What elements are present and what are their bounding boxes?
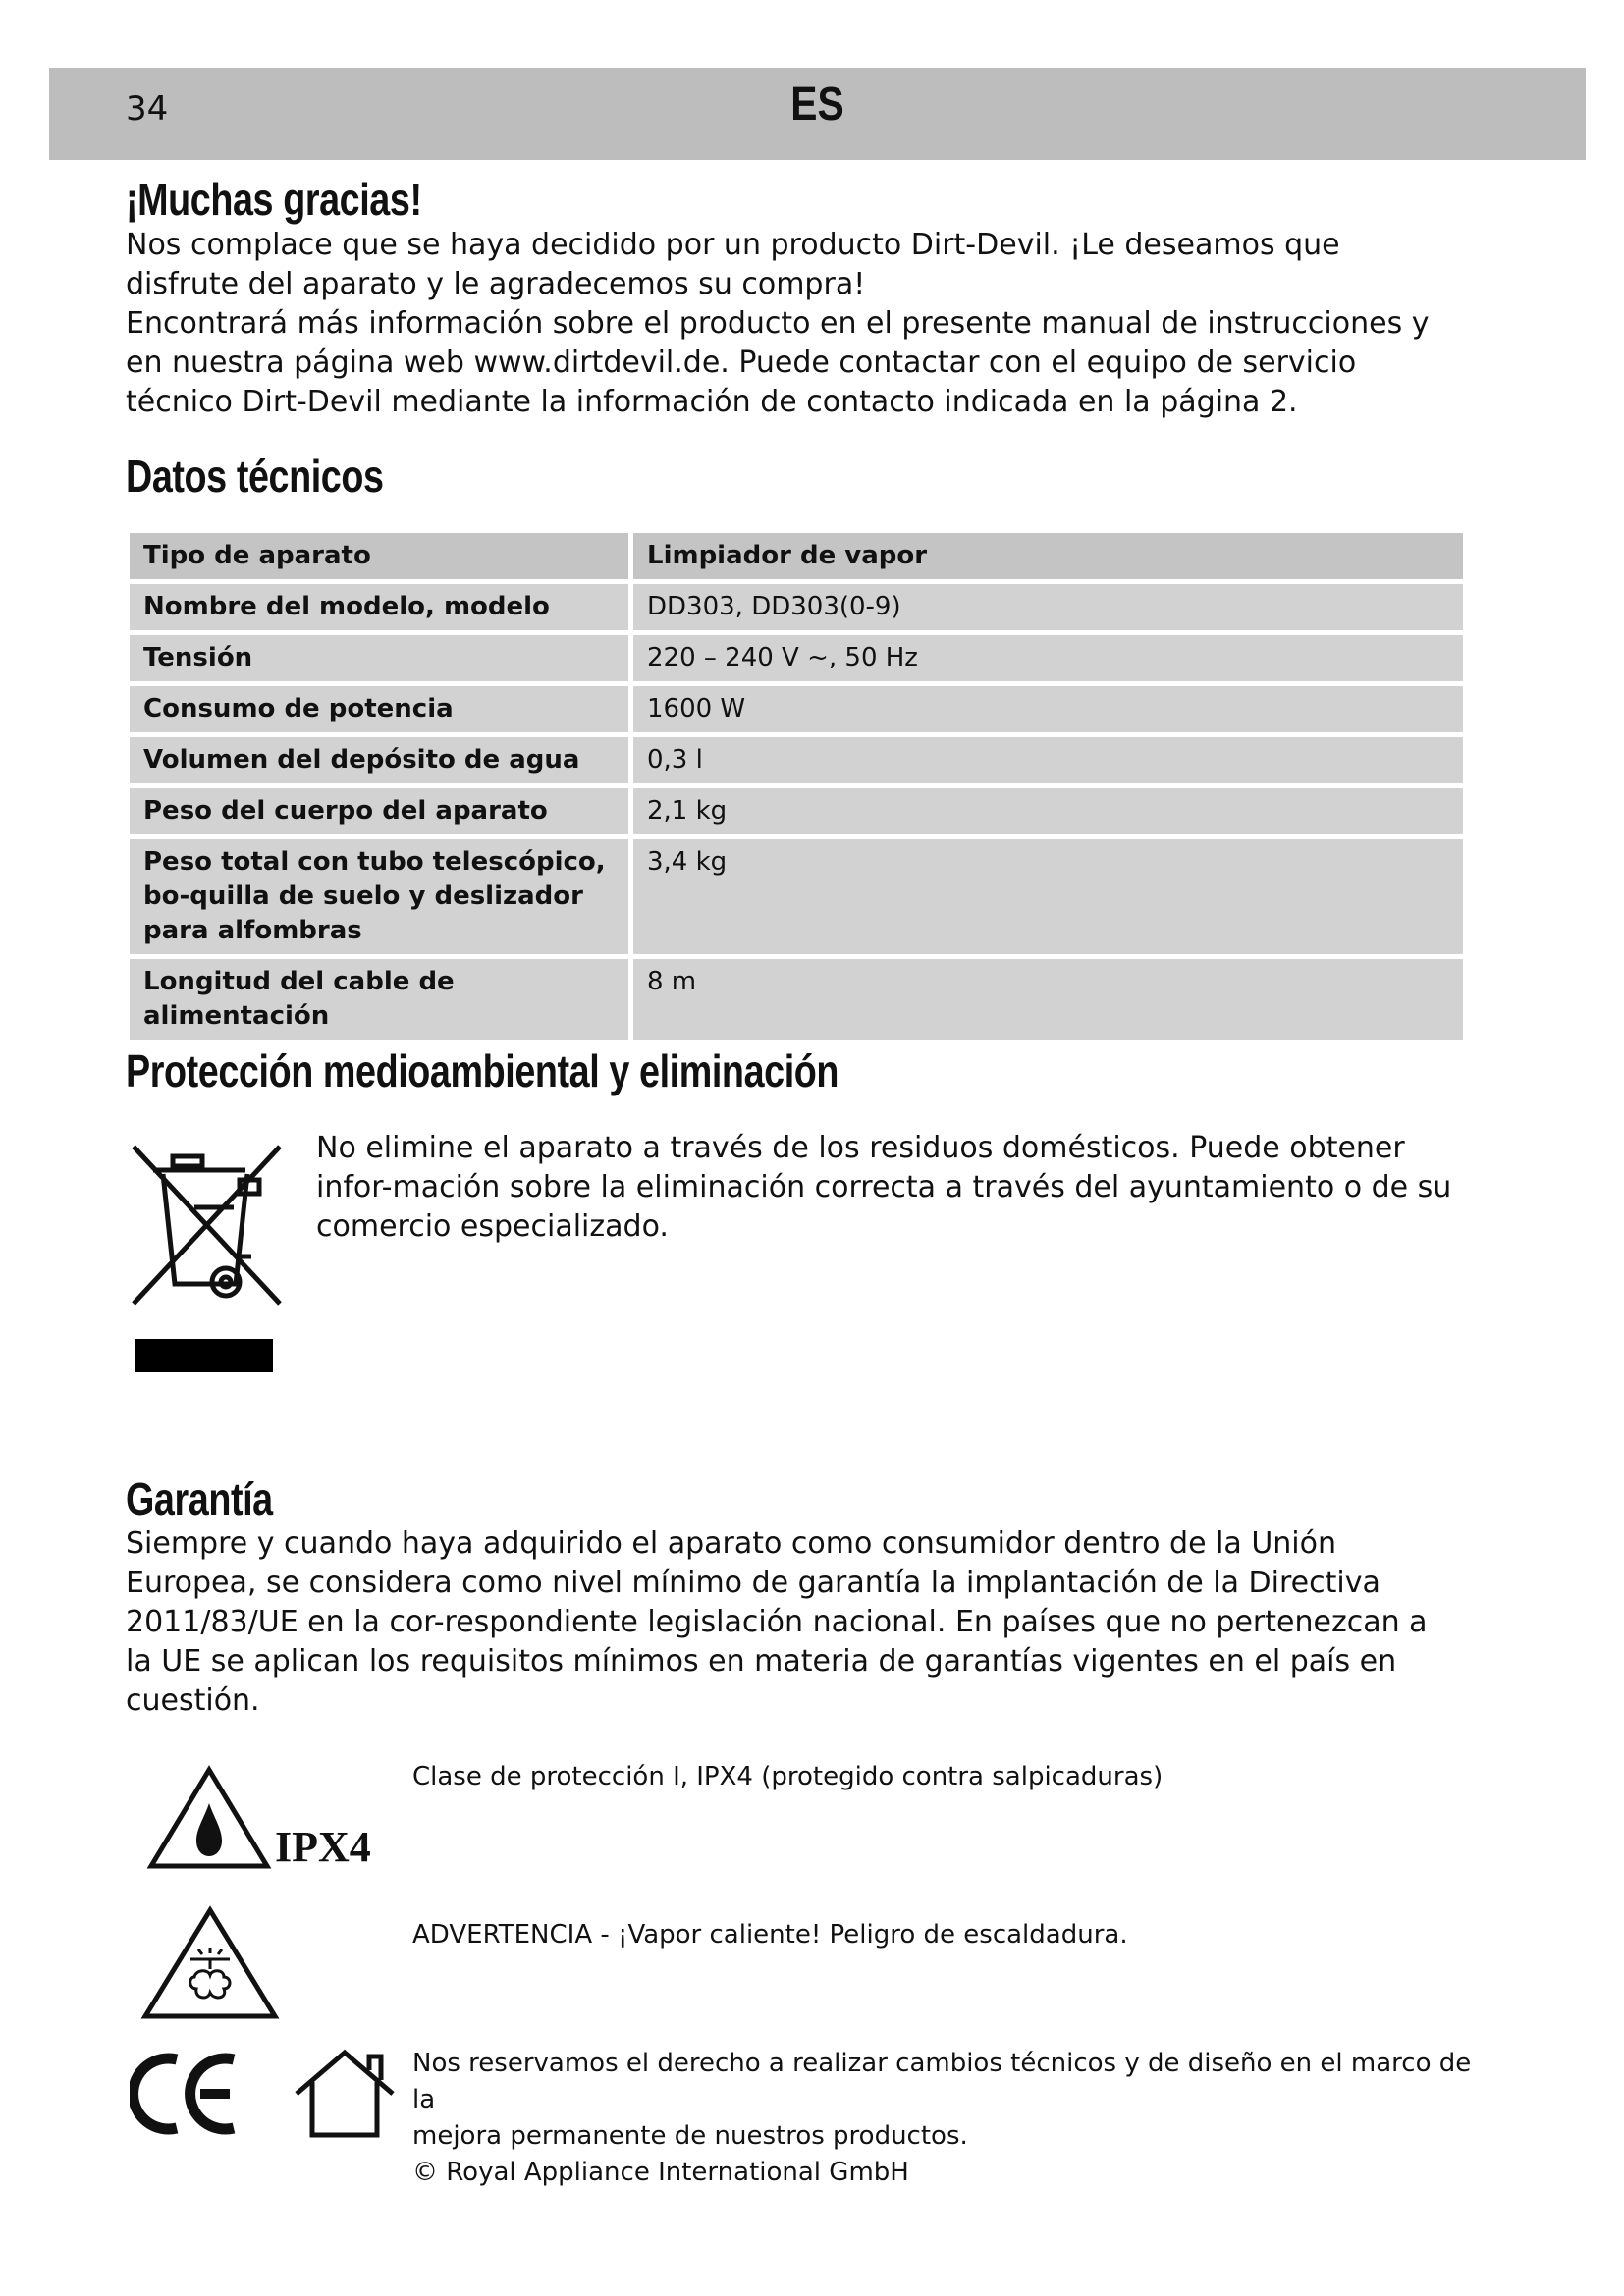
spec-row — [130, 737, 1463, 783]
copyright: © Royal Appliance International GmbH — [412, 2158, 909, 2187]
page-number: 34 — [126, 89, 169, 129]
spec-label: Nombre del modelo, modelo — [130, 584, 633, 630]
spec-row — [130, 635, 1463, 681]
spec-row — [130, 686, 1463, 732]
ce-mark-icon — [130, 2050, 243, 2138]
legal-line-2: mejora permanente de nuestros productos. — [412, 2121, 968, 2151]
spec-label: Volumen del depósito de agua — [130, 737, 633, 783]
warranty-text: Siempre y cuando haya adquirido el aparato como consumidor dentro de la Unión Europea, se considera como nivel mínimo de garantía la implantación de la Directiva 2011/83/UE en la cor-respondiente legislación nacional. En países que no pertenezcan a la UE se aplican los requisitos mínimos en materia de garantías vigentes en el país en cuestión. — [126, 1526, 1428, 1718]
spec-label: Tipo de aparato — [130, 533, 633, 579]
spec-value: 2,1 kg — [633, 788, 1463, 834]
spec-row — [130, 533, 1463, 579]
spec-label: Peso total con tubo telescópico, bo-quilla de suelo y deslizador para alfombras — [130, 839, 633, 954]
steam-warning-text: ADVERTENCIA - ¡Vapor caliente! Peligro de escaldadura. — [412, 1920, 1128, 1949]
spec-value: 0,3 l — [633, 737, 1463, 783]
specs-table — [130, 528, 1463, 1044]
spec-row — [130, 788, 1463, 834]
page-header — [49, 68, 1586, 160]
thanks-paragraph-2: Encontrará más información sobre el producto en el presente manual de instrucciones y en nuestra página web www.dirtdevil.de. Puede contactar con el equipo de servicio técnico Dirt-Devil mediante la información de contacto indicada en la página 2. — [126, 306, 1430, 419]
crossed-bin-icon — [126, 1139, 288, 1310]
spec-label: Tensión — [130, 635, 633, 681]
warranty-title: Garantía — [126, 1473, 273, 1524]
spec-label: Peso del cuerpo del aparato — [130, 788, 633, 834]
spec-value: Limpiador de vapor — [633, 533, 1463, 579]
spec-row — [130, 584, 1463, 630]
thanks-paragraph-1: Nos complace que se haya decidido por un producto Dirt-Devil. ¡Le deseamos que disfrute del aparato y le agradecemos su compra! — [126, 228, 1340, 301]
spec-value: 1600 W — [633, 686, 1463, 732]
environment-text: No elimine el aparato a través de los residuos domésticos. Puede obtener infor-mación sobre la eliminación correcta a través del ayuntamiento o de su comercio especializado. — [316, 1131, 1452, 1244]
legal-line-1: Nos reservamos el derecho a realizar cambios técnicos y de diseño en el marco de la — [412, 2049, 1472, 2114]
hot-steam-warning-icon — [139, 1904, 282, 2022]
spec-label: Consumo de potencia — [130, 686, 633, 732]
redacted-bar — [135, 1339, 273, 1372]
thanks-text — [126, 226, 1451, 422]
spec-row — [130, 839, 1463, 954]
spec-value: DD303, DD303(0-9) — [633, 584, 1463, 630]
spec-value: 220 – 240 V ~, 50 Hz — [633, 635, 1463, 681]
spec-value: 3,4 kg — [633, 839, 1463, 954]
environment-title: Protección medioambiental y eliminación — [126, 1045, 839, 1096]
water-drop-warning-icon — [145, 1764, 273, 1872]
indoor-use-house-icon — [291, 2047, 399, 2141]
spec-row — [130, 959, 1463, 1040]
language-code: ES — [790, 79, 844, 131]
ipx-text: Clase de protección I, IPX4 (protegido contra salpicaduras) — [412, 1762, 1164, 1791]
spec-value: 8 m — [633, 959, 1463, 1040]
ipx4-label: IPX4 — [275, 1823, 371, 1871]
spec-label: Longitud del cable de alimentación — [130, 959, 633, 1040]
thanks-title: ¡Muchas gracias! — [126, 174, 422, 225]
specs-title: Datos técnicos — [126, 451, 384, 502]
legal-notice — [412, 2046, 1473, 2191]
